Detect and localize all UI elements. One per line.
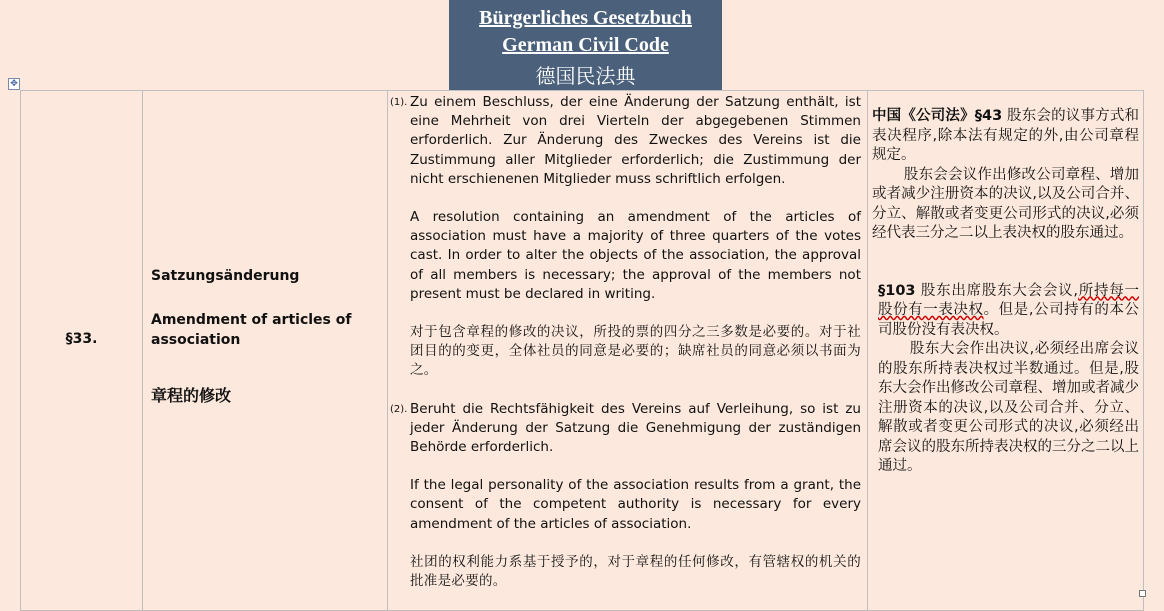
header-title-german: Bürgerliches Gesetzbuch [479,7,692,29]
paragraph-text-german: Beruht die Rechtsfähigkeit des Vereins auf Verleihung, so ist zu jeder Änderung der Satzung die Genehmigung der zuständigen Behörde erforderlich. [410,400,861,456]
law-table [20,90,1144,611]
law-reference: §103 [878,282,916,299]
paragraph-text-chinese: 社团的权利能力系基于授予的，对于章程的任何修改，有管辖权的机关的批准是必要的。 [410,553,861,590]
paragraph-text-chinese: 对于包含章程的修改的决议，所投的票的四分之三多数是必要的。对于社团目的的变更，全体社员的同意是必要的；缺席社员的同意必须以书面为之。 [410,324,861,379]
spellcheck-underlined-text: 所持每一股份有一表决权 [878,282,1139,318]
section-number: §33. [65,331,98,347]
law-text: 。但是,公司持有的本公司股份没有表决权。 [878,302,1140,338]
section-title-cell [143,91,388,611]
paragraph-number: (2). [390,403,408,415]
company-law-43-para2: 股东会会议作出修改公司章程、增加或者减少注册资本的决议,以及公司合并、分立、解散或者变更公司形式的决议,必须经代表三分之二以上表决权的股东通过。 [872,166,1139,241]
paragraph-1 [390,93,861,400]
text-cell [388,91,868,611]
section-title-english: Amendment of articles of association [151,312,352,348]
paragraph-number: (1). [390,97,408,108]
section-title-chinese: 章程的修改 [151,386,232,405]
table-move-handle-icon[interactable]: ✥ [8,78,20,90]
section-number-cell [21,91,143,611]
table-row [21,91,1144,611]
paragraph-text-english: If the legal personality of the association results from a grant, the consent of the competent authority is necessary for every amendment of the articles of association. [410,477,861,532]
company-law-103 [872,282,1139,341]
company-law-103-para2: 股东大会作出决议,必须经出席会议的股东所持表决权过半数通过。但是,股东大会作出修改公司章程、增加或者减少注册资本的决议,以及公司合并、分立、解散或者变更公司形式的决议,必须经出席会议的股东所持表决权的三分之二以上通过。 [878,341,1139,474]
paragraph-text-english: A resolution containing an amendment of the articles of association must have a majority of three quarters of the votes cast. In order to alter the objects of the association, the approval of all members is necessary; the approval of the members not present must be declared in writing. [410,209,861,302]
table-resize-handle[interactable] [1139,590,1146,597]
law-text: 股东出席股东大会会议, [920,282,1078,299]
section-title-german: Satzungsänderung [151,268,300,284]
paragraph-2 [390,400,861,611]
company-law-43 [872,107,1139,166]
header-title-chinese: 德国民法典 [535,64,636,88]
law-text: 股东会的议事方式和表决程序,除本法有规定的外,由公司章程规定。 [872,108,1140,163]
comparison-cell [868,91,1144,611]
paragraph-text-german: Zu einem Beschluss, der eine Änderung der Satzung enthält, ist eine Mehrheit von drei Vierteln der abgegebenen Stimmen erforderlich. Zur Änderung des Zweckes des Vereins ist die Zustimmung aller Mitglieder erforderlich; die Zustimmung der nicht erschienenen Mitglieder muss schriftlich erfolgen. [410,94,861,187]
header-title-english: German Civil Code [502,34,669,56]
document-header-banner [449,0,722,90]
law-reference: 中国《公司法》§43 [872,108,1003,124]
